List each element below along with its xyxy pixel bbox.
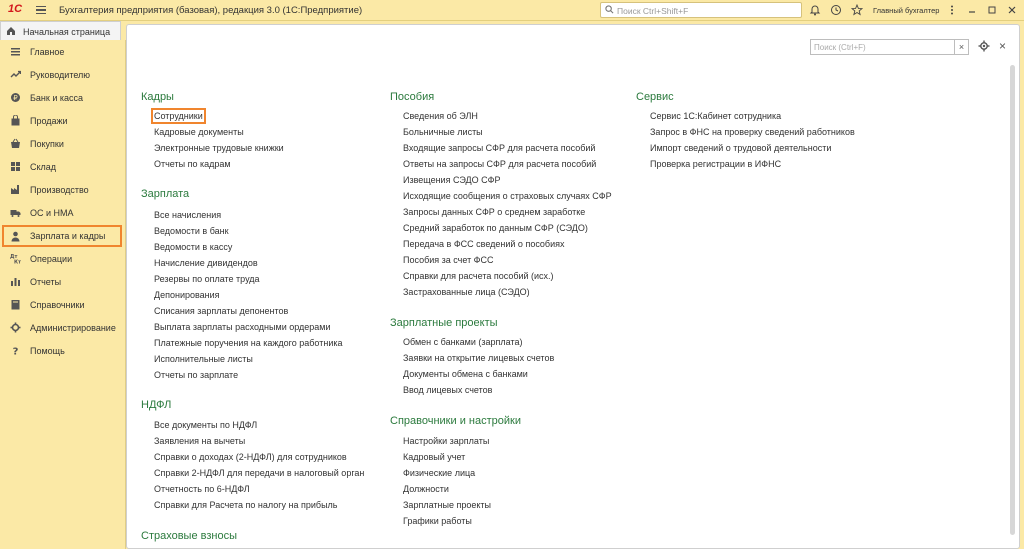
sidebar-item-label: Отчеты (30, 277, 62, 287)
hamburger-menu-icon[interactable] (36, 6, 46, 14)
sidebar-item-fixed-assets[interactable] (2, 202, 122, 224)
logo-1c: 1С (8, 3, 23, 15)
bar-chart-icon (10, 276, 21, 287)
link-project-item[interactable]: Ввод лицевых счетов (403, 385, 493, 395)
more-icon[interactable] (946, 4, 958, 16)
person-icon (10, 231, 21, 242)
link-salary-item[interactable]: Все начисления (154, 210, 222, 220)
link-ndfl-item[interactable]: Все документы по НДФЛ (154, 420, 258, 430)
link-project-item[interactable]: Обмен с банками (зарплата) (403, 337, 523, 347)
link-salary-item[interactable]: Ведомости в кассу (154, 242, 233, 252)
link-benefit-item[interactable]: Застрахованные лица (СЭДО) (403, 287, 530, 297)
link-hr-documents[interactable]: Кадровые документы (154, 127, 244, 137)
link-ndfl-item[interactable]: Справки для Расчета по налогу на прибыль (154, 500, 338, 510)
link-employees[interactable]: Сотрудники (151, 108, 206, 124)
link-service-item[interactable]: Импорт сведений о трудовой деятельности (650, 143, 832, 153)
link-labor-books[interactable]: Электронные трудовые книжки (154, 143, 284, 153)
link-salary-item[interactable]: Отчеты по зарплате (154, 370, 239, 380)
sidebar-item-reports[interactable] (2, 271, 122, 293)
sidebar-item-label: Руководителю (30, 70, 91, 80)
sidebar-item-sales[interactable] (2, 110, 122, 132)
settings-gear-icon[interactable] (978, 40, 990, 52)
section-posobiya-title: Пособия (390, 91, 435, 103)
sidebar-item-production[interactable] (2, 179, 122, 201)
link-settings-item[interactable]: Кадровый учет (403, 452, 466, 462)
link-salary-item[interactable]: Начисление дивидендов (154, 258, 258, 268)
link-salary-item[interactable]: Ведомости в банк (154, 226, 229, 236)
minimize-icon[interactable] (966, 4, 978, 16)
link-settings-item[interactable]: Должности (403, 484, 449, 494)
link-benefit-item[interactable]: Больничные листы (403, 127, 483, 137)
warehouse-icon (10, 161, 21, 172)
history-icon[interactable] (830, 4, 842, 16)
menu-list-icon (10, 46, 21, 57)
section-strah-title: Страховые взносы (141, 530, 237, 542)
search-icon (605, 5, 614, 14)
bag-icon (10, 115, 21, 126)
global-search-placeholder: Поиск Ctrl+Shift+F (617, 6, 689, 16)
global-search-input[interactable] (600, 2, 802, 18)
dt-kt-icon (10, 253, 21, 264)
link-benefit-item[interactable]: Передача в ФСС сведений о пособиях (403, 239, 565, 249)
link-service-item[interactable]: Проверка регистрации в ИФНС (650, 159, 782, 169)
link-salary-item[interactable]: Депонирования (154, 290, 220, 300)
sidebar-item-label: Главное (30, 47, 65, 57)
sidebar (0, 40, 126, 549)
link-project-item[interactable]: Документы обмена с банками (403, 369, 528, 379)
link-benefit-item[interactable]: Сведения об ЭЛН (403, 111, 478, 121)
trend-icon (10, 69, 21, 80)
question-icon (10, 345, 21, 356)
section-ndfl-title: НДФЛ (141, 399, 172, 411)
section-zarplata-title: Зарплата (141, 188, 190, 200)
factory-icon (10, 184, 21, 195)
sidebar-item-salary[interactable] (2, 225, 122, 247)
link-salary-item[interactable]: Платежные поручения на каждого работника (154, 338, 343, 348)
sidebar-item-catalogs[interactable] (2, 294, 122, 316)
link-ndfl-item[interactable]: Справки 2-НДФЛ для передачи в налоговый орган (154, 468, 365, 478)
svg-text:₽: ₽ (13, 94, 18, 102)
sidebar-item-label: Администрирование (30, 323, 116, 333)
star-icon[interactable] (851, 4, 863, 16)
link-benefit-item[interactable]: Справки для расчета пособий (исх.) (403, 271, 554, 281)
sidebar-item-admin[interactable] (2, 317, 122, 339)
tab-home-label: Начальная страница (23, 27, 111, 37)
link-settings-item[interactable]: Настройки зарплаты (403, 436, 490, 446)
scrollbar-thumb[interactable] (1010, 65, 1015, 535)
link-benefit-item[interactable]: Извещения СЭДО СФР (403, 175, 501, 185)
sidebar-item-label: Покупки (30, 139, 64, 149)
link-service-item[interactable]: Запрос в ФНС на проверку сведений работников (650, 127, 855, 137)
sidebar-item-label: Производство (30, 185, 89, 195)
sidebar-item-label: Склад (30, 162, 57, 172)
sidebar-item-purchases[interactable] (2, 133, 122, 155)
basket-icon (10, 138, 21, 149)
link-benefit-item[interactable]: Средний заработок по данным СФР (СЭДО) (403, 223, 588, 233)
link-ndfl-item[interactable]: Отчетность по 6-НДФЛ (154, 484, 250, 494)
sidebar-item-label: Операции (30, 254, 73, 264)
gear-icon (10, 322, 21, 333)
link-settings-item[interactable]: Физические лица (403, 468, 476, 478)
link-benefit-item[interactable]: Исходящие сообщения о страховых случаях СФР (403, 191, 612, 201)
link-benefit-item[interactable]: Входящие запросы СФР для расчета пособий (403, 143, 596, 153)
sidebar-item-label: Зарплата и кадры (30, 231, 106, 241)
maximize-icon[interactable] (986, 4, 998, 16)
main-panel (126, 24, 1020, 549)
title-bar (0, 0, 1024, 21)
link-service-item[interactable]: Сервис 1С:Кабинет сотрудника (650, 111, 782, 121)
link-hr-reports[interactable]: Отчеты по кадрам (154, 159, 231, 169)
scrollbar[interactable] (1010, 65, 1016, 535)
sidebar-item-main[interactable] (2, 41, 122, 63)
link-settings-item[interactable]: Зарплатные проекты (403, 500, 491, 510)
link-project-item[interactable]: Заявки на открытие лицевых счетов (403, 353, 555, 363)
section-kadry-title: Кадры (141, 91, 174, 103)
sidebar-item-director[interactable] (2, 64, 122, 86)
sidebar-item-operations[interactable] (2, 248, 122, 270)
section-search-placeholder: Поиск (Ctrl+F) (814, 43, 866, 52)
close-panel-button[interactable]: × (999, 39, 1007, 53)
link-salary-item[interactable]: Списания зарплаты депонентов (154, 306, 289, 316)
sidebar-item-label: Продажи (30, 116, 68, 126)
book-icon (10, 299, 21, 310)
close-window-icon[interactable] (1006, 4, 1018, 16)
window-title: Бухгалтерия предприятия (базовая), редакция 3.0 (1С:Предприятие) (59, 5, 363, 16)
sidebar-item-label: ОС и НМА (30, 208, 74, 218)
sidebar-item-warehouse[interactable] (2, 156, 122, 178)
sidebar-item-label: Помощь (30, 346, 65, 356)
coin-icon (10, 92, 21, 103)
bell-icon[interactable] (809, 4, 821, 16)
svg-text:?: ? (12, 346, 19, 356)
link-salary-item[interactable]: Резервы по оплате труда (154, 274, 260, 284)
current-user[interactable]: Главный бухгалтер (873, 6, 940, 15)
link-ndfl-item[interactable]: Заявления на вычеты (154, 436, 246, 446)
sidebar-item-label: Справочники (30, 300, 85, 310)
svg-text:Кт: Кт (14, 259, 21, 264)
tab-home[interactable] (0, 21, 121, 40)
section-proekty-title: Зарплатные проекты (390, 317, 498, 329)
search-clear-button[interactable]: × (954, 40, 968, 54)
link-benefit-item[interactable]: Ответы на запросы СФР для расчета пособий (403, 159, 597, 169)
truck-icon (10, 207, 21, 218)
link-benefit-item[interactable]: Пособия за счет ФСС (403, 255, 494, 265)
section-servis-title: Сервис (636, 91, 674, 103)
svg-text:Дт: Дт (10, 254, 18, 260)
sidebar-item-label: Банк и касса (30, 93, 83, 103)
link-benefit-item[interactable]: Запросы данных СФР о среднем заработке (403, 207, 586, 217)
sidebar-item-bank[interactable] (2, 87, 122, 109)
sidebar-item-help[interactable] (2, 340, 122, 362)
link-salary-item[interactable]: Исполнительные листы (154, 354, 253, 364)
link-ndfl-item[interactable]: Справки о доходах (2-НДФЛ) для сотрудников (154, 452, 347, 462)
section-sprav-title: Справочники и настройки (390, 415, 521, 427)
link-salary-item[interactable]: Выплата зарплаты расходными ордерами (154, 322, 331, 332)
link-settings-item[interactable]: Графики работы (403, 516, 472, 526)
section-search-input[interactable] (810, 39, 969, 55)
home-icon (6, 26, 16, 36)
